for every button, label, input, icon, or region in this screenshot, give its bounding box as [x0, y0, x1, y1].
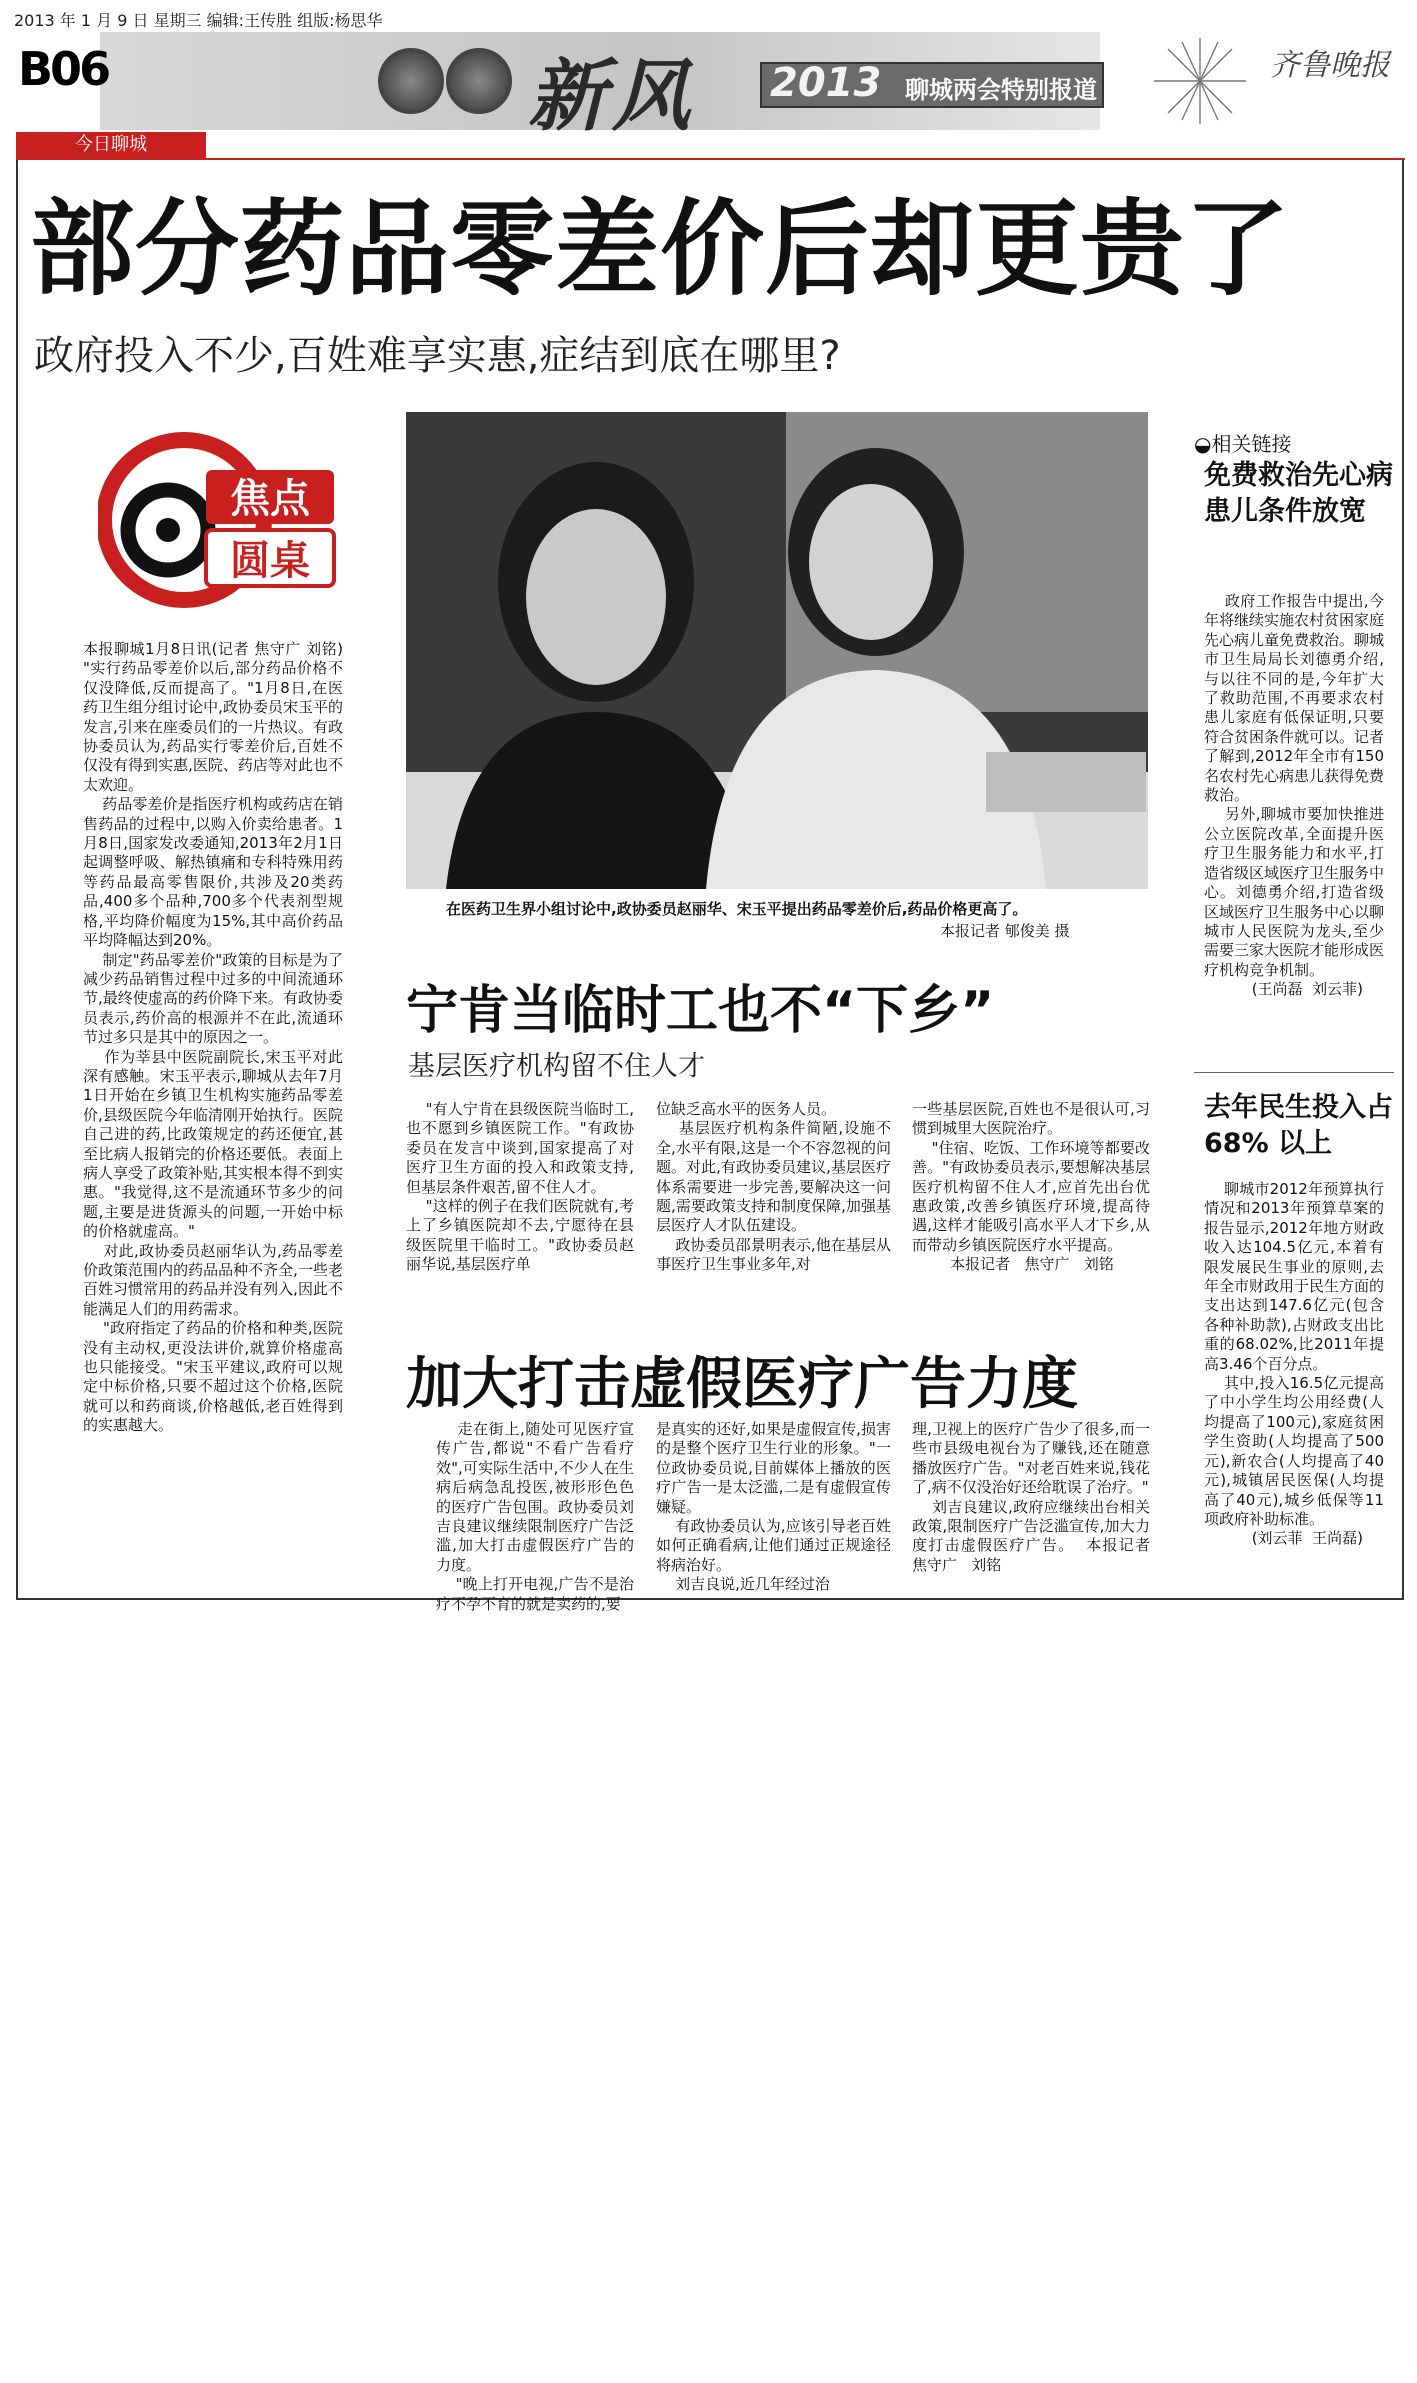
article2-column-3: 一些基层医院,百姓也不是很认可,习惯到城里大医院治疗。 "住宿、吃饭、工作环境等都要改善。"有政协委员表示,要想解决基层医疗机构留不住人才,应首先出台优惠政策,改善乡镇医疗环境,提高待遇,这样才能吸引高水平人才下乡,从而带动乡镇医院医疗水平提高。 本报记者 焦守广 刘铭 [912, 1100, 1150, 1274]
main-subheadline: 政府投入不少,百姓难享实惠,症结到底在哪里? [34, 333, 841, 379]
article3-column-1: 走在街上,随处可见医疗宣传广告,都说"不看广告看疗效",可实际生活中,不少人在生病后病急乱投医,被形形色色的医疗广告包围。政协委员刘吉良建议继续限制医疗广告泛滥,加大打击虚假医疗广告的力度。 "晚上打开电视,广告不是治疗不孕不育的就是卖药的,要 [436, 1420, 634, 1613]
page-number: B06 [18, 42, 109, 96]
focus-roundtable-logo [98, 428, 338, 608]
semicircle-icon: ◒ [1194, 432, 1212, 456]
related-links-heading [1194, 428, 1291, 457]
column-title: 新风 [528, 51, 697, 142]
year-label: 2013 [770, 60, 882, 106]
section-tag: 今日聊城 [75, 134, 147, 155]
article3-title: 加大打击虚假医疗广告力度 [406, 1352, 1078, 1417]
article2-subtitle: 基层医疗机构留不住人才 [408, 1051, 705, 1082]
article2-column-2: 位缺乏高水平的医务人员。 基层医疗机构条件简陋,设施不全,水平有限,这是一个不容忽视的问题。对此,有政协委员建议,基层医疗体系需要进一步完善,要解决这一问题,需要政策支持和制度保障,加强基层医疗人才队伍建设。 政协委员邵景明表示,他在基层从事医疗卫生事业多年,对 [656, 1100, 891, 1274]
main-headline: 部分药品零差价后却更贵了 [30, 188, 1291, 310]
sidebar-story1-body: 政府工作报告中提出,今年将继续实施农村贫困家庭先心病儿童免费救治。聊城市卫生局局长刘德勇介绍,与以往不同的是,今年扩大了救助范围,不再要求农村患儿家庭有低保证明,只要符合贫困条件就可以。记者了解到,2012年全市有150名农村先心病患儿获得免费救治。 另外,聊城市要加快推进公立医院改革,全面提升医疗卫生服务能力和水平,打造省级区域医疗卫生服务中心。刘德勇介绍,打造省级区域医疗卫生服务中心以聊城市人民医院为龙头,至少需要三家大医院才能形成医疗机构竞争机制。 (王尚磊 刘云菲) [1204, 592, 1385, 999]
special-report-label: 聊城两会特别报道 [905, 76, 1097, 104]
national-emblem-icon [378, 48, 444, 114]
photo-illustration [406, 412, 1148, 889]
related-links-label: 相关链接 [1211, 432, 1292, 456]
date-editor-line: 2013 年 1 月 9 日 星期三 编辑:王传胜 组版:杨思华 [14, 11, 383, 30]
article2-title: 宁肯当临时工也不“下乡” [406, 981, 995, 1041]
sidebar-story1-title: 免费救治先心病患儿条件放宽 [1204, 460, 1393, 527]
logo-text-top: 焦点 [230, 476, 310, 522]
newspaper-name: 齐鲁晚报 [1270, 48, 1390, 83]
firework-icon [1140, 34, 1260, 128]
article3-column-2: 是真实的还好,如果是虚假宣传,损害的是整个医疗卫生行业的形象。"一位政协委员说,目前媒体上播放的医疗广告一是太泛滥,二是有虚假宣传嫌疑。 有政协委员认为,应该引导老百姓如何正确看病,让他们通过正规途径将病治好。 刘吉良说,近几年经过治 [656, 1420, 891, 1594]
sidebar-story2-body: 聊城市2012年预算执行情况和2013年预算草案的报告显示,2012年地方财政收入达104.5亿元,本着有限发展民生事业的原则,去年全市财政用于民生方面的支出达到147.6亿元(包含各种补助款),占财政支出比重的68.02%,比2011年提高3.46个百分点。 其中,投入16.5亿元提高了中小学生均公用经费(人均提高了100元),家庭贫困学生资助(人均提高了500元),新农合(人均提高了40元),城镇居民医保(人均提高了40元),城乡低保等11项政府补助标准。 (刘云菲 王尚磊) [1204, 1180, 1385, 1548]
article2-column-1: "有人宁肯在县级医院当临时工,也不愿到乡镇医院工作。"有政协委员在发言中谈到,国家提高了对医疗卫生方面的投入和政策支持,但基层条件艰苦,留不住人才。 "这样的例子在我们医院就有,考上了乡镇医院却不去,宁愿待在县级医院里干临时工。"政协委员赵丽华说,基层医疗单 [406, 1100, 634, 1274]
photo-credit: 本报记者 郇俊美 摄 [940, 922, 1070, 940]
article3-column-3: 理,卫视上的医疗广告少了很多,而一些市县级电视台为了赚钱,还在随意播放医疗广告。"对老百姓来说,钱花了,病不仅没治好还给耽误了治疗。" 刘吉良建议,政府应继续出台相关政策,限制医疗广告泛滥宣传,加大力度打击虚假医疗广告。 本报记者 焦守广 刘铭 [912, 1420, 1150, 1574]
main-article-body: 本报聊城1月8日讯(记者 焦守广 刘铭) "实行药品零差价以后,部分药品价格不仅没降低,反而提高了。"1月8日,在医药卫生组分组讨论中,政协委员宋玉平的发言,引来在座委员们的一片热议。有政协委员认为,药品实行零差价后,百姓不仅没有得到实惠,医院、药店等对此也不太欢迎。 药品零差价是指医疗机构或药店在销售药品的过程中,以购入价卖给患者。1月8日,国家发改委通知,2013年2月1日起调整呼吸、解热镇痛和专科特殊用药等药品最高零售限价,共涉及20类药品,400多个品种,700多个代表剂型规格,平均降价幅度为15%,其中高价药品平均降幅达到20%。 制定"药品零差价"政策的目标是为了减少药品销售过程中过多的中间流通环节,最终使虚高的药价降下来。有政协委员表示,药价高的根源并不在此,流通环节过多只是其中的原因之一。 作为莘县中医院副院长,宋玉平对此深有感触。宋玉平表示,聊城从去年7月1日开始在乡镇卫生机构实施药品零差价,县级医院今年临清刚开始执行。医院自己进的药,比政策规定的药还便宜,甚至比病人报销完的价格还要低。表面上病人享受了政策补贴,其实根本得不到实惠。"我觉得,这不是流通环节多少的问题,主要是进货源头的问题,一开始中标的价格就虚高。" 对此,政协委员赵丽华认为,药品零差价政策范围内的药品品种不齐全,一些老百姓习惯常用的药品并没有列入,因此不能满足人们的用药需求。 "政府指定了药品的价格和种类,医院没有主动权,更没法讲价,就算价格虚高也只能接受。"宋玉平建议,政府可以规定中标价格,只要不超过这个价格,医院就可以和药商谈,价格越低,老百姓得到的实惠越大。 [83, 640, 344, 1435]
news-photo [406, 412, 1148, 889]
logo-text-bottom: 圆桌 [230, 538, 310, 584]
sidebar-divider [1194, 1072, 1394, 1073]
photo-caption: 在医药卫生界小组讨论中,政协委员赵丽华、宋玉平提出药品零差价后,药品价格更高了。 [446, 900, 1028, 918]
sidebar-story2-title: 去年民生投入占 68% 以上 [1204, 1092, 1393, 1159]
cppcc-emblem-icon [446, 48, 512, 114]
